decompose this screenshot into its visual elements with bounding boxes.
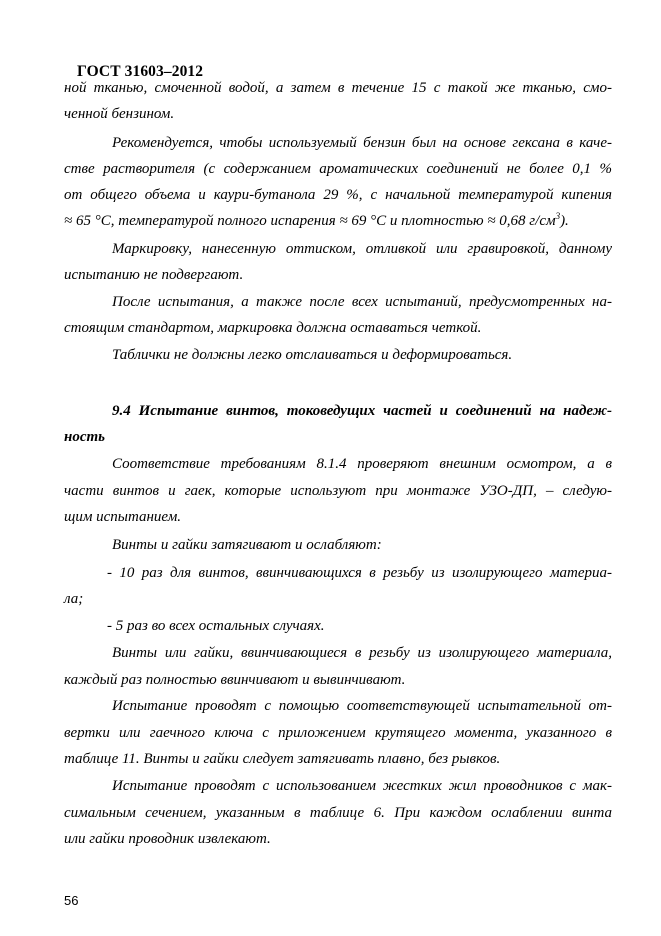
- paragraph-line: или гайки проводник извлекают.: [64, 831, 271, 847]
- paragraph-line: от общего объема и каури-бутанола 29 %, с начальной температурой кипения: [64, 187, 612, 203]
- paragraph-line: стве растворителя (с содержанием ароматических соединений не более 0,1 %: [64, 161, 612, 177]
- paragraph-line-with-superscript: [64, 213, 569, 230]
- paragraph-line: Таблички не должны легко отслаиваться и деформироваться.: [112, 347, 513, 363]
- paragraph-line: щим испытанием.: [64, 509, 182, 525]
- section-heading-cont: ность: [64, 429, 106, 445]
- page-number: 56: [64, 893, 79, 908]
- paragraph-line: Рекомендуется, чтобы используемый бензин был на основе гексана в каче-: [112, 135, 612, 151]
- paragraph-line: части винтов и гаек, которые используют при монтаже УЗО-ДП, – следую-: [64, 483, 612, 499]
- list-item-cont: ла;: [64, 591, 84, 607]
- superscript-cube: 3: [555, 211, 561, 221]
- paragraph-line: ченной бензином.: [64, 106, 175, 122]
- paragraph-line: стоящим стандартом, маркировка должна оставаться четкой.: [64, 320, 482, 336]
- list-item: - 5 раз во всех остальных случаях.: [107, 618, 325, 634]
- paragraph-line: Маркировку, нанесенную оттиском, отливкой или гравировкой, данному: [112, 241, 612, 257]
- paragraph-line: Испытание проводят с использованием жестких жил проводников с мак-: [112, 778, 612, 794]
- paragraph-line: ной тканью, смоченной водой, а затем в течение 15 с такой же тканью, смо-: [64, 80, 612, 96]
- line-text-end: ).: [560, 213, 569, 229]
- paragraph-line: После испытания, а также после всех испытаний, предусмотренных на-: [112, 294, 612, 310]
- paragraph-line: вертки или гаечного ключа с приложением крутящего момента, указанного в: [64, 725, 612, 741]
- list-item: - 10 раз для винтов, ввинчивающихся в резьбу из изолирующего материа-: [107, 565, 612, 581]
- paragraph-line: Винты или гайки, ввинчивающиеся в резьбу из изолирующего материала,: [112, 645, 612, 661]
- paragraph-line: Соответствие требованиям 8.1.4 проверяют внешним осмотром, а в: [112, 456, 612, 472]
- line-text: ≈ 65 °C, температурой полного испарения ≈ 69 °C и плотностью ≈ 0,68 г/см: [64, 213, 556, 229]
- section-heading: 9.4 Испытание винтов, токоведущих частей и соединений на надеж-: [112, 403, 612, 419]
- paragraph-line: Испытание проводят с помощью соответствующей испытательной от-: [112, 698, 612, 714]
- paragraph-line: каждый раз полностью ввинчивают и вывинчивают.: [64, 672, 406, 688]
- paragraph-line: испытанию не подвергают.: [64, 267, 244, 283]
- paragraph-line: Винты и гайки затягивают и ослабляют:: [112, 537, 382, 553]
- document-code-header: ГОСТ 31603–2012: [77, 63, 204, 80]
- paragraph-line: симальным сечением, указанным в таблице 6. При каждом ослаблении винта: [64, 805, 612, 821]
- paragraph-line: таблице 11. Винты и гайки следует затягивать плавно, без рывков.: [64, 751, 501, 767]
